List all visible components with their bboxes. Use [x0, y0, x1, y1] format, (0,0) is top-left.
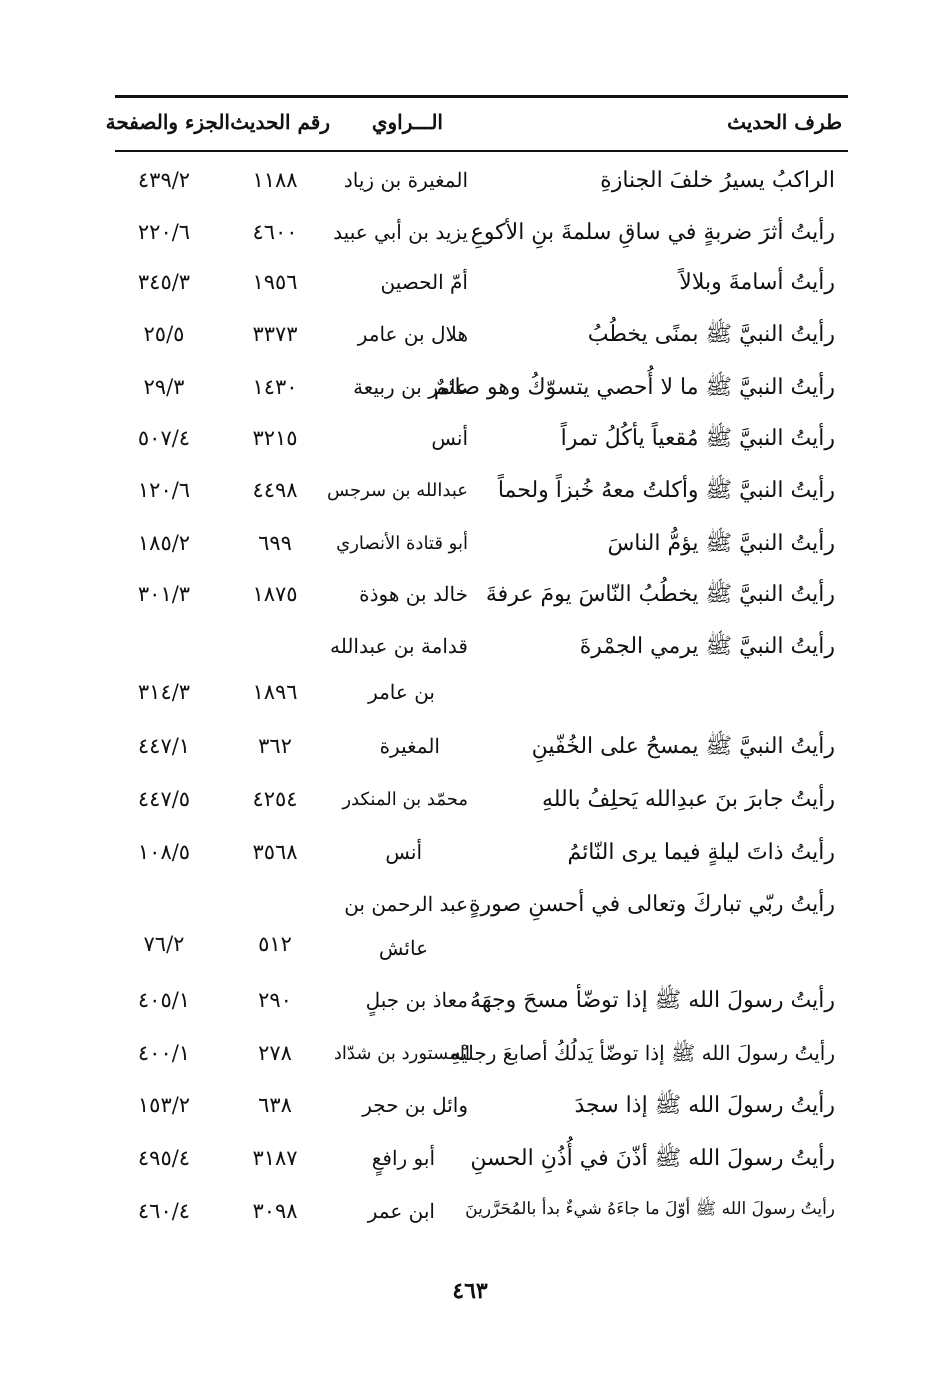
- narrator-name: قدامة بن عبدالله: [329, 634, 468, 658]
- hadith-number: ٣٠٩٨: [252, 1199, 298, 1223]
- narrator-name: وائل بن حجر: [362, 1093, 468, 1117]
- hadith-text: رأيتُ رسولَ الله ﷺ إذا توضّأ يَدلُكُ أصابعَ رجليْهِ: [451, 1041, 835, 1065]
- hadith-text: رأيتُ رسولَ الله ﷺ أوّلَ ما جاءَهُ شيءٌ بدأ بالمُحَرَّرينَ: [465, 1199, 835, 1219]
- volume-page: ٥٠٧/٤: [137, 426, 191, 450]
- volume-page: ١٥٣/٢: [137, 1093, 191, 1117]
- narrator-name: أنس: [431, 426, 468, 450]
- narrator-name: أبو رافعٍ: [371, 1146, 435, 1170]
- volume-page: ١٠٨/٥: [137, 840, 191, 864]
- volume-page: ٤٠٠/١: [137, 1041, 191, 1065]
- hadith-number: ٣٥٦٨: [252, 840, 298, 864]
- narrator-name-continued: عائش: [378, 936, 428, 960]
- hadith-number: ١٩٥٦: [252, 270, 298, 294]
- narrator-name: ابن عمر: [367, 1199, 435, 1223]
- narrator-name-continued: بن عامر: [368, 680, 435, 704]
- volume-page: ٤٤٧/٥: [137, 787, 191, 811]
- narrator-name: معاذ بن جبلٍ: [365, 988, 468, 1012]
- hadith-text: رأيتُ رسولَ الله ﷺ أذّنَ في أُذُنِ الحسنِ: [470, 1146, 835, 1171]
- narrator-name: أنس: [385, 840, 422, 864]
- narrator-name: عامر بن ربيعة: [353, 375, 468, 399]
- narrator-name: خالد بن هوذة: [359, 582, 468, 606]
- hadith-text: رأيتُ أثرَ ضربةٍ في ساقِ سلمةَ بنِ الأكوعِ: [470, 220, 835, 245]
- hadith-number: ٣١٨٧: [252, 1146, 298, 1170]
- hadith-number: ٢٩٠: [258, 988, 292, 1012]
- hadith-number: ٤٦٠٠: [252, 220, 298, 244]
- hadith-number: ٤٤٩٨: [252, 478, 298, 502]
- volume-page: ٤٩٥/٤: [137, 1146, 191, 1170]
- narrator-name: أمّ الحصين: [380, 270, 468, 294]
- narrator-name: المستورد بن شدّاد: [333, 1043, 470, 1064]
- narrator-name: عبد الرحمن بن: [344, 892, 468, 916]
- volume-page: ٤٤٧/١: [137, 734, 191, 758]
- narrator-name: أبو قتادة الأنصاري: [336, 533, 468, 554]
- hadith-number: ٣٣٧٣: [252, 322, 298, 346]
- hadith-number: ٥١٢: [258, 932, 292, 956]
- hadith-number: ١٨٩٦: [252, 680, 298, 704]
- hadith-text: رأيتُ النبيَّ ﷺ يخطُبُ النّاسَ يومَ عرفةَ: [485, 582, 835, 607]
- header-rule: [115, 150, 848, 152]
- hadith-number: ٣٢١٥: [252, 426, 298, 450]
- narrator-name: هلال بن عامر: [357, 322, 468, 346]
- hadith-number: ٦٣٨: [258, 1093, 292, 1117]
- volume-page: ٣٤٥/٣: [137, 270, 191, 294]
- hadith-text: الراكبُ يسيرُ خلفَ الجنازةِ: [600, 168, 835, 193]
- hadith-text: رأيتُ النبيَّ ﷺ ما لا أُحصي يتسوّكُ وهو صائمٌ: [433, 375, 835, 400]
- hadith-text: رأيتُ ربّي تباركَ وتعالى في أحسنِ صورةٍ: [469, 892, 835, 917]
- hadith-text: رأيتُ رسولَ الله ﷺ إذا توضّأ مسحَ وجهَهُ: [470, 988, 835, 1013]
- hadith-text: رأيتُ ذاتَ ليلةٍ فيما يرى النّائمُ: [567, 840, 835, 865]
- hadith-number: ٤٢٥٤: [252, 787, 298, 811]
- hadith-text: رأيتُ النبيَّ ﷺ مُقعياً يأكُلُ تمراً: [560, 426, 835, 451]
- volume-page: ١٨٥/٢: [137, 531, 191, 555]
- volume-page: ٤٠٥/١: [137, 988, 191, 1012]
- volume-page: ٤٣٩/٢: [137, 168, 191, 192]
- header-ref: الجزء والصفحة: [105, 110, 230, 134]
- hadith-text: رأيتُ النبيَّ ﷺ وأكلتُ معهُ خُبزاً ولحماً: [497, 478, 835, 503]
- hadith-text: رأيتُ النبيَّ ﷺ يرمي الجمْرةَ: [579, 634, 835, 659]
- header-narrator: الـــراوي: [371, 110, 443, 134]
- hadith-text: رأيتُ النبيَّ ﷺ يؤمُّ الناسَ: [607, 531, 835, 556]
- hadith-number: ١١٨٨: [252, 168, 298, 192]
- narrator-name: المغيرة: [379, 734, 440, 758]
- header-hadith: طرف الحديث: [727, 110, 842, 134]
- hadith-text: رأيتُ أسامةَ وبلالاً: [679, 270, 835, 295]
- volume-page: ٣١٤/٣: [137, 680, 191, 704]
- hadith-number: ٣٦٢: [258, 734, 292, 758]
- volume-page: ٤٦٠/٤: [137, 1199, 191, 1223]
- hadith-text: رأيتُ جابرَ بنَ عبدِالله يَحلِفُ باللهِ: [541, 787, 835, 812]
- narrator-name: عبدالله بن سرجس: [327, 480, 468, 501]
- narrator-name: يزيد بن أبي عبيد: [333, 220, 468, 244]
- hadith-number: ١٨٧٥: [252, 582, 298, 606]
- volume-page: ٢٢٠/٦: [137, 220, 191, 244]
- volume-page: ١٢٠/٦: [137, 478, 191, 502]
- hadith-text: رأيتُ النبيَّ ﷺ بمنًى يخطُبُ: [587, 322, 835, 347]
- narrator-name: محمّد بن المنكدر: [342, 789, 468, 810]
- volume-page: ٣٠١/٣: [137, 582, 191, 606]
- volume-page: ٢٩/٣: [143, 375, 185, 399]
- narrator-name: المغيرة بن زياد: [343, 168, 468, 192]
- volume-page: ٢٥/٥: [143, 322, 185, 346]
- hadith-text: رأيتُ النبيَّ ﷺ يمسحُ على الخُفّينِ: [531, 734, 835, 759]
- header-number: رقم الحديث: [230, 110, 330, 134]
- hadith-number: ٢٧٨: [258, 1041, 292, 1065]
- hadith-text: رأيتُ رسولَ الله ﷺ إذا سجدَ: [574, 1093, 835, 1118]
- page-number: ٤٦٣: [452, 1278, 488, 1304]
- hadith-number: ٦٩٩: [258, 531, 292, 555]
- hadith-number: ١٤٣٠: [252, 375, 298, 399]
- top-rule: [115, 95, 848, 98]
- volume-page: ٧٦/٢: [143, 932, 185, 956]
